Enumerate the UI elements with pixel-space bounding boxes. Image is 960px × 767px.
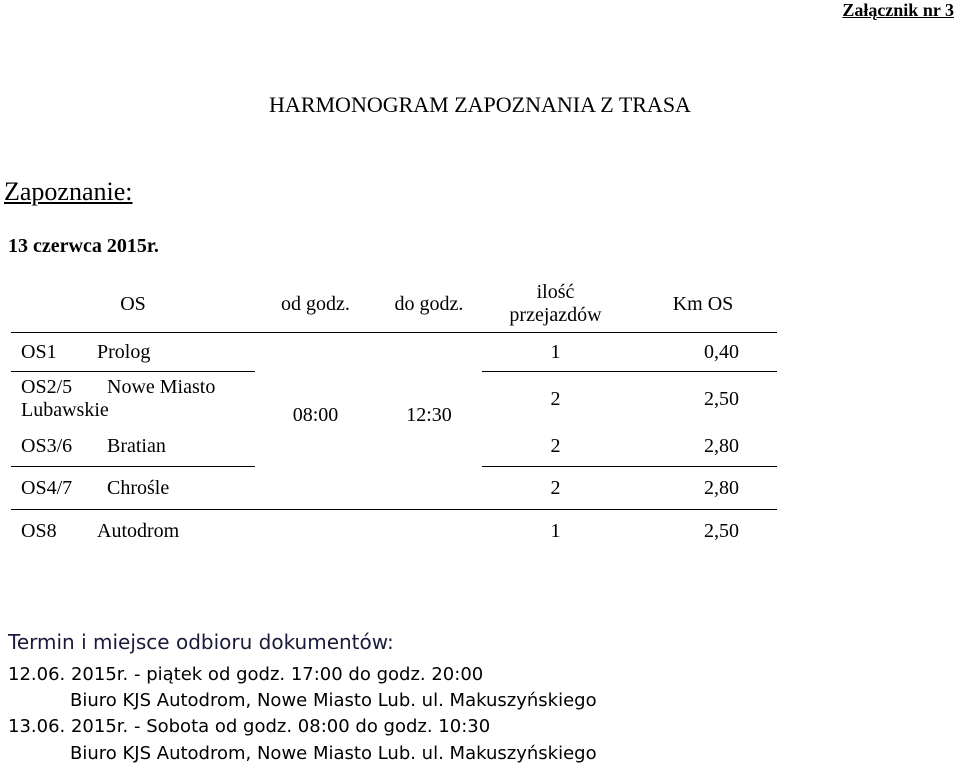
os-name: Prolog	[97, 340, 151, 363]
count-cell: 1	[482, 333, 629, 372]
section-title: Zapoznanie:	[4, 177, 133, 206]
table-row	[11, 510, 777, 553]
km-cell: 0,40	[629, 333, 777, 372]
os-cell	[11, 426, 255, 467]
os-name: Bratian	[107, 434, 166, 457]
km-cell: 2,80	[629, 467, 777, 510]
header-from: od godz.	[281, 292, 350, 315]
count-cell: 2	[482, 467, 629, 510]
os-cell	[11, 467, 255, 510]
documents-place-2: Biuro KJS Autodrom, Nowe Miasto Lub. ul. Makuszyńskiego	[70, 743, 597, 764]
empty-to-cell	[376, 510, 482, 553]
page-title: HARMONOGRAM ZAPOZNANIA Z TRASA	[269, 92, 691, 117]
km-cell: 2,50	[629, 510, 777, 553]
os-name: Nowe Miasto	[107, 376, 216, 398]
empty-from-cell	[255, 510, 376, 553]
schedule-date: 13 czerwca 2015r.	[8, 235, 159, 257]
count-cell: 2	[482, 372, 629, 427]
os-name: Autodrom	[97, 519, 180, 542]
km-cell: 2,50	[629, 372, 777, 427]
os-cell	[11, 372, 255, 427]
header-os: OS	[120, 292, 146, 315]
os-name-line2: Lubawskie	[21, 399, 109, 421]
count-cell: 1	[482, 510, 629, 553]
attachment-label: Załącznik nr 3	[842, 0, 954, 20]
os-code: OS2/5	[21, 376, 73, 398]
time-to-cell: 12:30	[376, 333, 482, 510]
documents-heading: Termin i miejsce odbioru dokumentów:	[8, 630, 394, 654]
os-code: OS1	[21, 340, 57, 363]
documents-date-2: 13.06. 2015r. - Sobota od godz. 08:00 do godz. 10:30	[8, 716, 491, 737]
os-code: OS8	[21, 519, 57, 542]
count-cell: 2	[550, 434, 561, 457]
documents-date-1: 12.06. 2015r. - piątek od godz. 17:00 do godz. 20:00	[8, 664, 484, 685]
os-name: Chrośle	[107, 476, 170, 499]
time-from-cell: 08:00	[255, 333, 376, 510]
schedule-table	[11, 276, 777, 552]
header-km: Km OS	[672, 292, 734, 315]
header-count: ilość przejazdów	[509, 281, 602, 326]
header-to: do godz.	[394, 292, 464, 315]
os-cell	[11, 333, 255, 372]
documents-place-1: Biuro KJS Autodrom, Nowe Miasto Lub. ul. Makuszyńskiego	[70, 690, 597, 711]
table-header-row	[11, 276, 777, 333]
os-cell	[11, 510, 255, 553]
os-code: OS3/6	[21, 434, 73, 457]
km-cell: 2,80	[704, 434, 739, 457]
table-row	[11, 333, 777, 372]
os-code: OS4/7	[21, 476, 73, 499]
